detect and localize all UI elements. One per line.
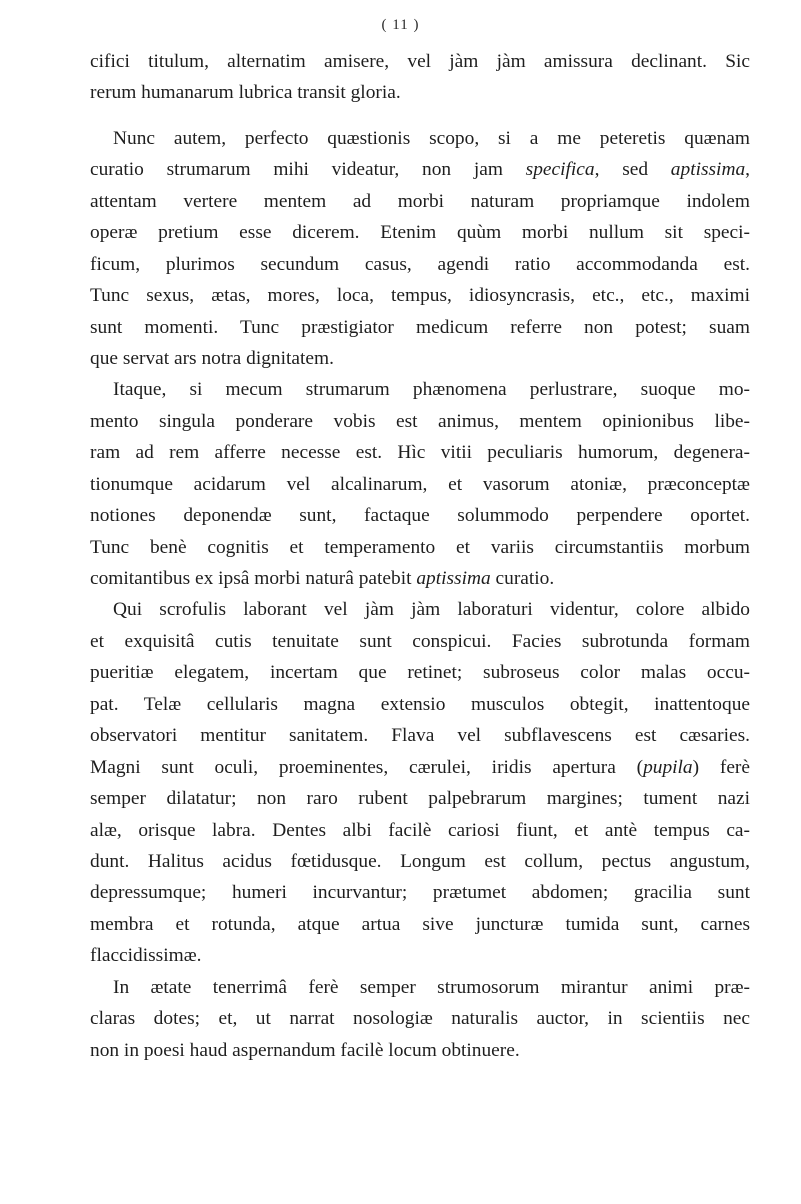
text-line: alæ, orisque labra. Dentes albi facilè cariosi fiunt, et antè tempus ca-: [90, 819, 750, 841]
text-line: mento singula ponderare vobis est animus, mentem opinionibus libe-: [90, 410, 750, 432]
text-line: attentam vertere mentem ad morbi naturam propriamque indolem: [90, 190, 750, 212]
text-line: cifici titulum, alternatim amisere, vel jàm jàm amissura declinant. Sic: [90, 51, 750, 72]
text-line: membra et rotunda, atque artua sive juncturæ tumida sunt, carnes: [90, 913, 750, 935]
text-line: In ætate tenerrimâ ferè semper strumosorum mirantur animi præ-: [113, 976, 750, 998]
text-line: Nunc autem, perfecto quæstionis scopo, si a me peteretis quænam: [113, 127, 750, 149]
text-line: claras dotes; et, ut narrat nosologiæ naturalis auctor, in scientiis nec: [90, 1008, 750, 1030]
text-line: que servat ars notra dignitatem.: [90, 347, 334, 369]
page-number: ( 11 ): [381, 17, 420, 33]
text-line: Tunc sexus, ætas, mores, loca, tempus, idiosyncrasis, etc., etc., maximi: [90, 285, 750, 307]
text-line: sunt momenti. Tunc præstigiator medicum referre non potest; suam: [90, 316, 750, 338]
paragraph-4: [90, 594, 750, 971]
text-line: depressumque; humeri incurvantur; prætumet abdomen; gracilia sunt: [90, 882, 750, 904]
text-line: non in poesi haud aspernandum facilè locum obtinuere.: [90, 1039, 520, 1061]
text-line: tionumque acidarum vel alcalinarum, et vasorum atoniæ, præconceptæ: [90, 473, 750, 495]
text-line: pueritiæ elegatem, incertam que retinet; subroseus color malas occu-: [90, 662, 750, 684]
text-line: observatori mentitur sanitatem. Flava vel subflavescens est cæsaries.: [90, 725, 750, 747]
text-line: rerum humanarum lubrica transit gloria.: [90, 82, 401, 104]
text-line: Magni sunt oculi, proeminentes, cærulei, iridis apertura (pupila) ferè: [90, 756, 750, 778]
text-line: curatio strumarum mihi videatur, non jam specifica, sed aptissima,: [90, 159, 750, 181]
paragraph-2: [90, 123, 750, 375]
text-line: comitantibus ex ipsâ morbi naturâ patebit aptissima curatio.: [90, 568, 555, 589]
text-line: pat. Telæ cellularis magna extensio musculos obtegit, inattentoque: [90, 693, 750, 715]
text-line: dunt. Halitus acidus fœtidusque. Longum est collum, pectus angustum,: [90, 850, 750, 872]
text-line: ficum, plurimos secundum casus, agendi ratio accommodanda est.: [90, 253, 750, 275]
text-line: semper dilatatur; non raro rubent palpebrarum margines; tument nazi: [90, 788, 750, 810]
text-line: flaccidissimæ.: [90, 945, 202, 967]
text-line: notiones deponendæ sunt, factaque solummodo perpendere oportet.: [90, 505, 750, 527]
text-line: et exquisitâ cutis tenuitate sunt conspicui. Facies subrotunda formam: [90, 630, 750, 652]
text-line: Itaque, si mecum strumarum phænomena perlustrare, suoque mo-: [113, 379, 750, 401]
body-text: [90, 46, 750, 1066]
paragraph-1: [90, 46, 750, 109]
paragraph-3: [90, 374, 750, 594]
text-line: Tunc benè cognitis et temperamento et variis circumstantiis morbum: [90, 536, 750, 558]
text-line: ram ad rem afferre necesse est. Hìc vitii peculiaris humorum, degenera-: [90, 442, 750, 464]
text-line: operæ pretium esse dicerem. Etenim quùm morbi nullum sit speci-: [90, 222, 750, 244]
paragraph-5: [90, 972, 750, 1066]
text-line: Qui scrofulis laborant vel jàm jàm laboraturi videntur, colore albido: [113, 599, 750, 621]
